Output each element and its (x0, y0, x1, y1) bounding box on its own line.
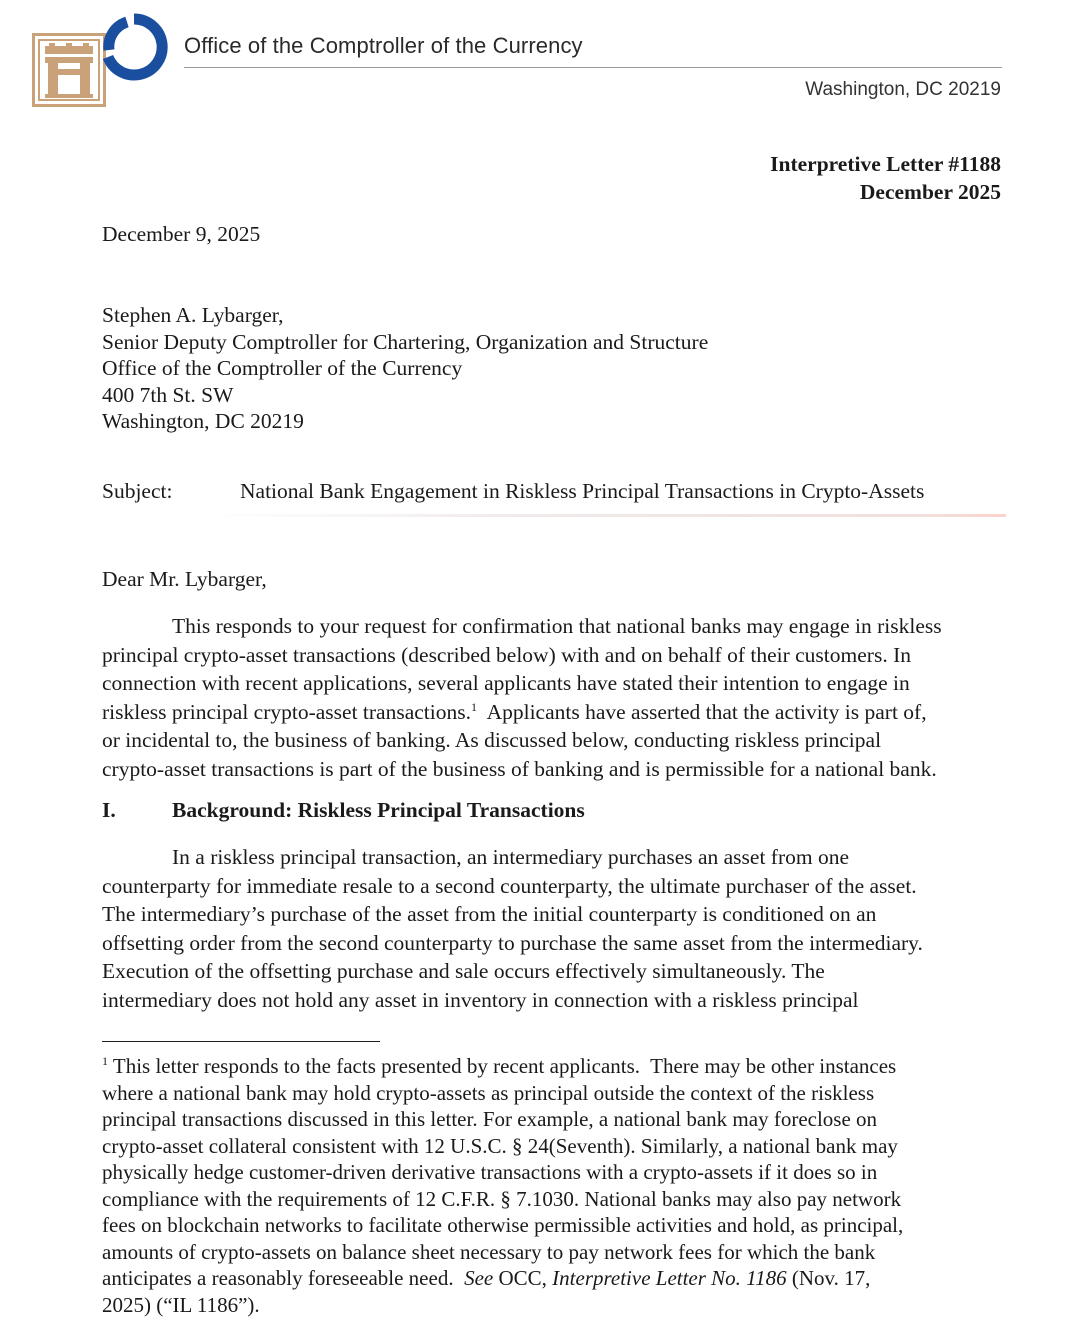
paragraph-line: The intermediary’s purchase of the asset from the initial counterparty is conditioned on an (102, 902, 877, 927)
recipient-block (102, 302, 708, 435)
header-address: Washington, DC 20219 (805, 79, 1001, 100)
footnote-marker: 1 (102, 1054, 108, 1068)
letter-date: December 9, 2025 (102, 222, 261, 246)
paragraph-line: principal crypto-asset transactions (described below) with and on behalf of their customers. In (102, 642, 911, 667)
subject-text: National Bank Engagement in Riskless Principal Transactions in Crypto-Assets (240, 479, 925, 503)
footnote-line: principal transactions discussed in this letter. For example, a national bank may foreclose on (102, 1107, 878, 1131)
occ-ring-logo-icon (100, 13, 168, 81)
footnote-divider (102, 1041, 380, 1042)
paragraph-line: This responds to your request for confirmation that national banks may engage in riskless (172, 614, 942, 638)
recipient-name: Stephen A. Lybarger, (102, 303, 284, 327)
paragraph-line: or incidental to, the business of banking. As discussed below, conducting riskless principal (102, 728, 882, 753)
paragraph-line: connection with recent applications, several applicants have stated their intention to engage in (102, 671, 910, 696)
paragraph-line: counterparty for immediate resale to a second counterparty, the ultimate purchaser of the asset. (102, 873, 917, 898)
citation-link: Interpretive Letter No. 1186 (552, 1266, 787, 1290)
footnote-reference[interactable]: 1 (471, 699, 477, 714)
recipient-title: Senior Deputy Comptroller for Chartering, Organization and Structure (102, 329, 709, 354)
subject-line (102, 479, 1002, 504)
section-title: Background: Riskless Principal Transactions (172, 798, 585, 822)
paragraph-line: offsetting order from the second counterparty to purchase the same asset from the intermediary. (102, 930, 923, 955)
footnote-line: physically hedge customer-driven derivative transactions with a crypto-assets if it does so in (102, 1160, 878, 1184)
letter-number: Interpretive Letter #1188 (770, 152, 1001, 176)
footnote-line: compliance with the requirements of 12 C.F.R. § 7.1030. National banks may also pay network (102, 1186, 902, 1211)
footnote-line: anticipates a reasonably foreseeable need. See OCC, Interpretive Letter No. 1186 (Nov. 17, (102, 1266, 871, 1290)
recipient-street: 400 7th St. SW (102, 382, 234, 407)
subject-underline (200, 514, 1006, 517)
paragraph-line: riskless principal crypto-asset transactions.$^1$ Applicants have asserted that the activity is part of, (102, 699, 927, 724)
letter-month: December 2025 (859, 180, 1001, 204)
footnote-line: crypto-asset collateral consistent with 12 U.S.C. § 24(Seventh). Similarly, a national bank may (102, 1133, 898, 1158)
recipient-office: Office of the Comptroller of the Currency (102, 356, 463, 380)
header-divider (184, 67, 1002, 68)
section-heading (102, 798, 585, 823)
bank-building-icon (32, 33, 106, 107)
recipient-city: Washington, DC 20219 (102, 409, 304, 433)
background-paragraph (102, 843, 1002, 1015)
paragraph-line: crypto-asset transactions is part of the business of banking and is permissible for a national bank. (102, 756, 937, 781)
intro-paragraph (102, 612, 1002, 784)
footnote-line: fees on blockchain networks to facilitate otherwise permissible activities and hold, as principal, (102, 1213, 904, 1237)
footnote-line: 2025) (“IL 1186”). (102, 1292, 260, 1317)
footnote-1 (102, 1053, 1002, 1318)
paragraph-line: In a riskless principal transaction, an intermediary purchases an asset from one (172, 845, 850, 869)
footnote-line: amounts of crypto-assets on balance sheet necessary to pay network fees for which the bank (102, 1239, 876, 1264)
subject-label: Subject: (102, 479, 173, 503)
footnote-line: $^1$ This letter responds to the facts presented by recent applicants. There may be other instances (102, 1054, 897, 1078)
section-number: I. (102, 798, 116, 822)
agency-name: Office of the Comptroller of the Currency (184, 33, 583, 58)
footnote-line: where a national bank may hold crypto-assets as principal outside the context of the riskless (102, 1080, 875, 1105)
salutation: Dear Mr. Lybarger, (102, 567, 267, 591)
paragraph-line: intermediary does not hold any asset in inventory in connection with a riskless principal (102, 987, 859, 1012)
letter-identifier (770, 150, 1001, 206)
paragraph-line: Execution of the offsetting purchase and sale occurs effectively simultaneously. The (102, 959, 825, 984)
